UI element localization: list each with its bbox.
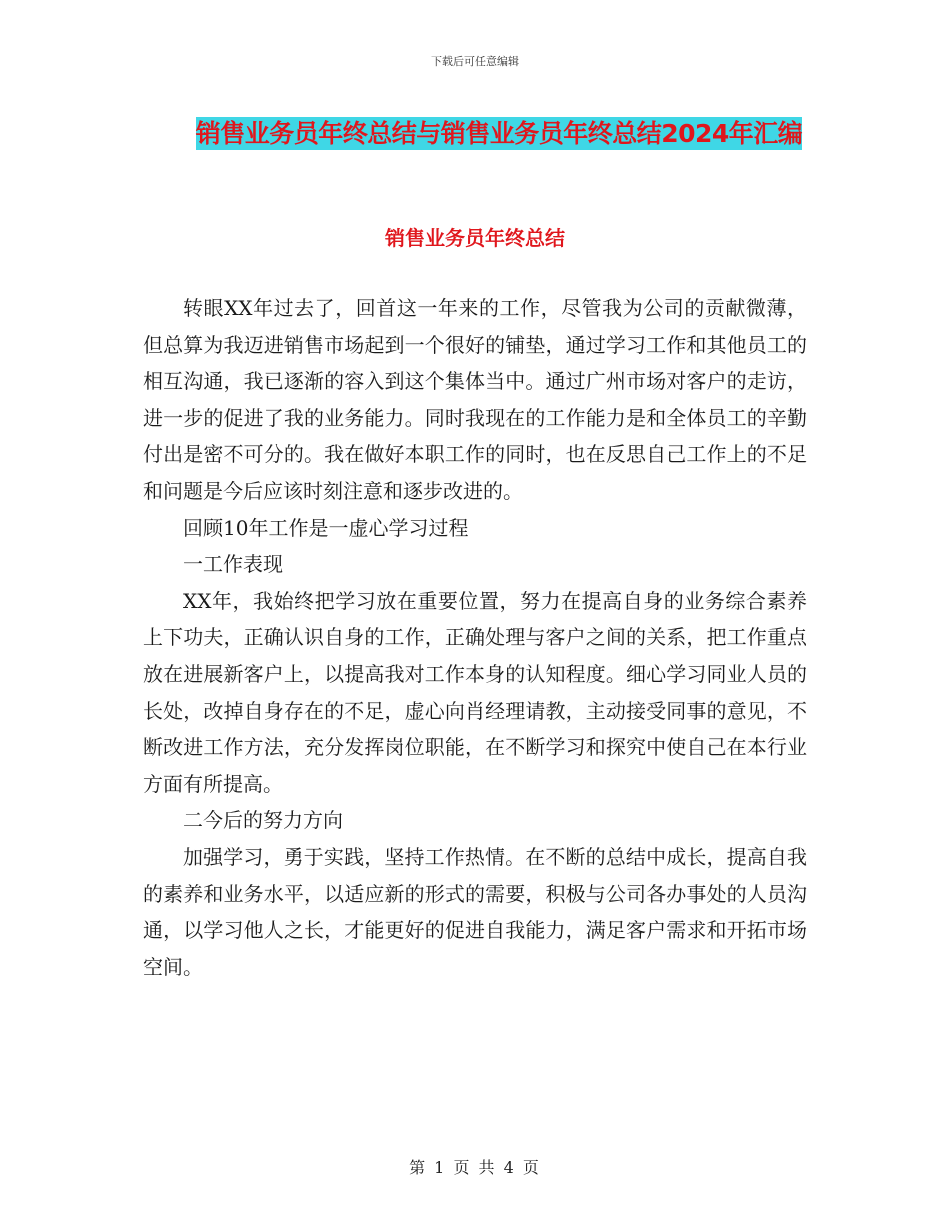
document-title-text: 销售业务员年终总结与销售业务员年终总结2024年汇编 xyxy=(195,119,803,148)
paragraph: 加强学习，勇于实践，坚持工作热情。在不断的总结中成长，提高自我的素养和业务水平，以适应新的形式的需要，积极与公司各办事处的人员沟通，以学习他人之长，才能更好的促进自我能力，满足客户需求和开拓市场空间。 xyxy=(143,844,807,979)
paragraph: XX年，我始终把学习放在重要位置，努力在提高自身的业务综合素养上下功夫，正确认识自身的工作，正确处理与客户之间的关系，把工作重点放在进展新客户上，以提高我对工作本身的认知程度。细心学习同业人员的长处，改掉自身存在的不足，虚心向肖经理请教，主动接受同事的意见，不断改进工作方法，充分发挥岗位职能，在不断学习和探究中使自己在本行业方面有所提高。 xyxy=(143,588,807,796)
paragraph: 回顾10年工作是一虚心学习过程 xyxy=(183,515,469,540)
document-title xyxy=(188,112,810,156)
page-footer: 第 1 页 共 4 页 xyxy=(409,1158,541,1177)
body-text xyxy=(143,290,807,985)
section-title: 销售业务员年终总结 xyxy=(385,226,565,250)
paragraph: 转眼XX年过去了，回首这一年来的工作，尽管我为公司的贡献微薄，但总算为我迈进销售市场起到一个很好的铺垫，通过学习工作和其他员工的相互沟通，我已逐渐的容入到这个集体当中。通过广州市场对客户的走访，进一步的促进了我的业务能力。同时我现在的工作能力是和全体员工的辛勤付出是密不可分的。我在做好本职工作的同时，也在反思自己工作上的不足和问题是今后应该时刻注意和逐步改进的。 xyxy=(143,296,807,503)
paragraph: 一工作表现 xyxy=(183,552,283,577)
paragraph: 二今后的努力方向 xyxy=(183,808,343,833)
header-note: 下载后可任意编辑 xyxy=(431,55,519,68)
